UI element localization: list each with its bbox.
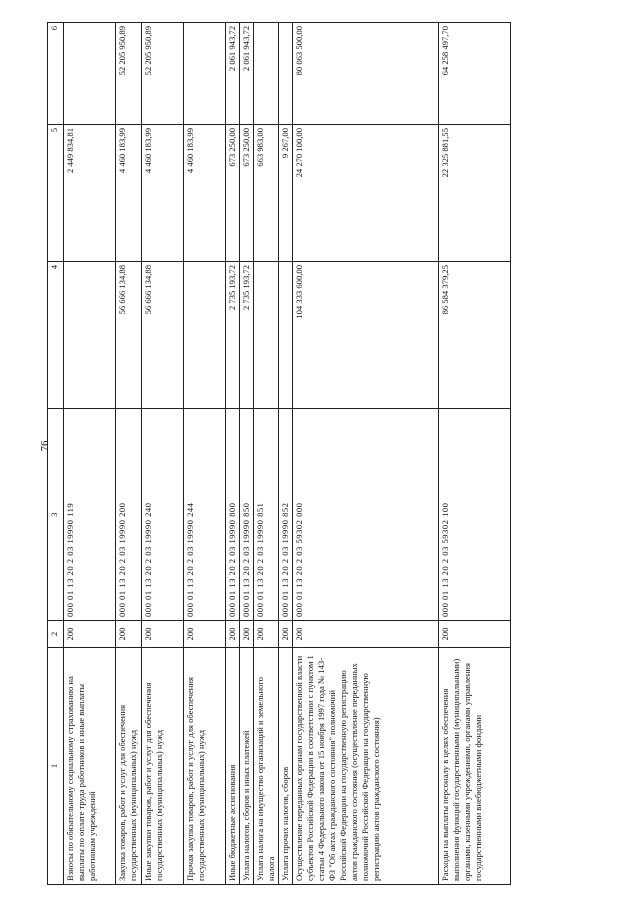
row-col5-value: 673 250,00 [240, 125, 254, 262]
row-col5-value: 673 250,00 [226, 125, 240, 262]
row-col4-value: 2 735 193,72 [226, 262, 240, 409]
row-budget-code: 000 01 13 20 2 03 19990 240 [142, 409, 184, 621]
row-col4-value: 104 333 600,00 [293, 262, 439, 409]
table-row [279, 23, 293, 885]
row-name: Уплата налогов, сборов и иных платежей [240, 648, 254, 885]
row-col5-value: 4 460 183,99 [116, 125, 142, 262]
header-col-6: 6 [48, 23, 64, 125]
row-col6-value: 52 205 950,89 [142, 23, 184, 125]
row-col5-value: 24 270 100,00 [293, 125, 439, 262]
row-admin-code: 200 [254, 621, 279, 648]
row-col6-value [279, 23, 293, 125]
row-col4-value [279, 262, 293, 409]
row-col5-value: 2 449 834,81 [64, 125, 116, 262]
row-name: Расходы на выплаты персоналу в целях обеспечения выполнения функций государственными (муниципальными) органами, казенными учреждениями, органами управления государственными внебюджетными фондами [439, 648, 511, 885]
row-col5-value: 4 460 183,99 [184, 125, 226, 262]
row-col6-value: 80 063 500,00 [293, 23, 439, 125]
row-admin-code: 200 [142, 621, 184, 648]
row-col4-value: 2 735 193,72 [240, 262, 254, 409]
budget-table [47, 22, 511, 885]
row-col6-value: 2 061 943,72 [226, 23, 240, 125]
row-name: Взносы по обязательному социальному страхованию на выплаты по оплате труда работников и иные выплаты работникам учреждений [64, 648, 116, 885]
row-budget-code: 000 01 13 20 2 03 19990 119 [64, 409, 116, 621]
row-admin-code: 200 [226, 621, 240, 648]
row-col6-value: 52 205 950,89 [116, 23, 142, 125]
row-admin-code: 200 [116, 621, 142, 648]
table-row [142, 23, 184, 885]
header-col-4: 4 [48, 262, 64, 409]
row-budget-code: 000 01 13 20 2 03 19990 851 [254, 409, 279, 621]
row-admin-code: 200 [184, 621, 226, 648]
row-col5-value: 663 983,00 [254, 125, 279, 262]
table-row [64, 23, 116, 885]
row-budget-code: 000 01 13 20 2 03 19990 244 [184, 409, 226, 621]
row-col6-value [254, 23, 279, 125]
table-row [293, 23, 439, 885]
row-name: Осуществление переданных органам государственной власти субъектов Российской Федерации в соответствии с пунктом 1 статьи 4 Федерального закона от 15 ноября 1997 года № 143-ФЗ "Об актах гражданского состояния" полномочий Российской Федерации на государственную регистрацию актов гражданского состояния (осуществление переданных полномочий Российской Федерации на государственную регистрацию актов гражданского состояния) [293, 648, 439, 885]
row-col6-value: 2 061 943,72 [240, 23, 254, 125]
table-row [116, 23, 142, 885]
table-row [226, 23, 240, 885]
header-row [48, 23, 64, 885]
row-admin-code: 200 [279, 621, 293, 648]
row-col4-value: 56 666 134,88 [116, 262, 142, 409]
row-budget-code: 000 01 13 20 2 03 19990 200 [116, 409, 142, 621]
table-row [254, 23, 279, 885]
row-col4-value: 56 666 134,88 [142, 262, 184, 409]
row-col5-value: 9 267,00 [279, 125, 293, 262]
row-col5-value: 4 460 183,99 [142, 125, 184, 262]
row-name: Уплата прочих налогов, сборов [279, 648, 293, 885]
row-budget-code: 000 01 13 20 2 03 59302 000 [293, 409, 439, 621]
row-budget-code: 000 01 13 20 2 03 19990 850 [240, 409, 254, 621]
row-admin-code: 200 [439, 621, 511, 648]
header-col-3: 3 [48, 409, 64, 621]
row-admin-code: 200 [240, 621, 254, 648]
header-col-5: 5 [48, 125, 64, 262]
row-col6-value: 64 258 497,70 [439, 23, 511, 125]
table-row [184, 23, 226, 885]
page-number: 76 [39, 440, 51, 452]
row-admin-code: 200 [64, 621, 116, 648]
row-budget-code: 000 01 13 20 2 03 19990 800 [226, 409, 240, 621]
row-name: Уплата налога на имущество организаций и земельного налога [254, 648, 279, 885]
row-col6-value [64, 23, 116, 125]
row-budget-code: 000 01 13 20 2 03 59302 100 [439, 409, 511, 621]
row-col4-value [254, 262, 279, 409]
row-col4-value [64, 262, 116, 409]
table-row [439, 23, 511, 885]
row-name: Иные бюджетные ассигнования [226, 648, 240, 885]
budget-table-sheet [47, 25, 582, 885]
row-col6-value [184, 23, 226, 125]
row-budget-code: 000 01 13 20 2 03 19990 852 [279, 409, 293, 621]
header-col-1: 1 [48, 648, 64, 885]
row-name: Иные закупки товаров, работ и услуг для обеспечения государственных (муниципальных) нужд [142, 648, 184, 885]
row-name: Закупка товаров, работ и услуг для обеспечения государственных (муниципальных) нужд [116, 648, 142, 885]
table-row [240, 23, 254, 885]
row-name: Прочая закупка товаров, работ и услуг для обеспечения государственных (муниципальных) нужд [184, 648, 226, 885]
row-admin-code: 200 [293, 621, 439, 648]
row-col4-value [184, 262, 226, 409]
row-col4-value: 86 584 379,25 [439, 262, 511, 409]
header-col-2: 2 [48, 621, 64, 648]
row-col5-value: 22 325 881,55 [439, 125, 511, 262]
